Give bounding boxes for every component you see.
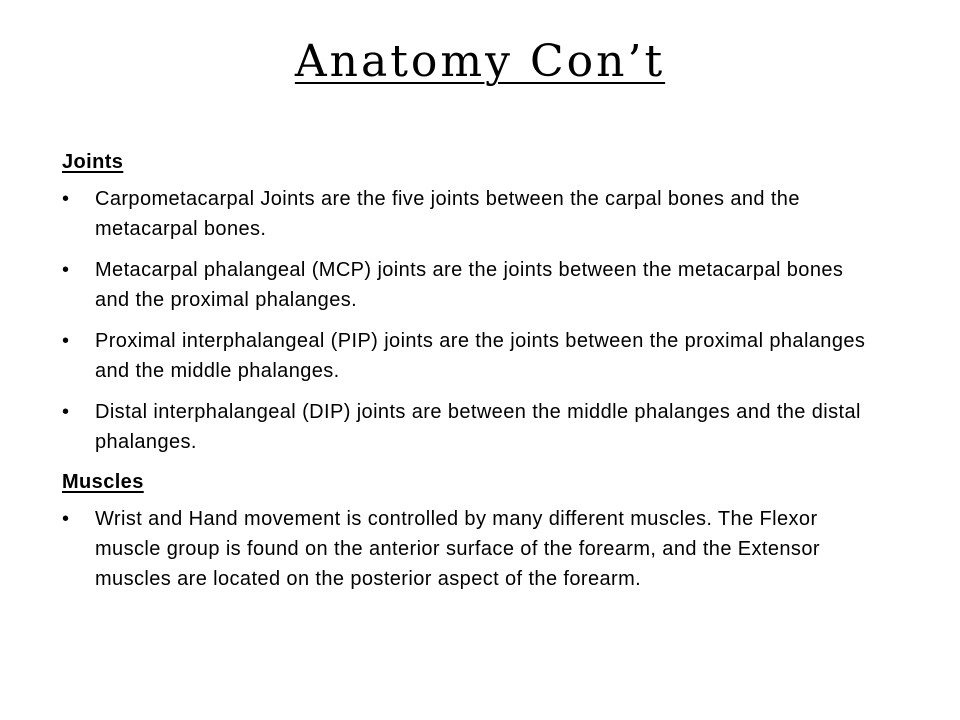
slide-body (62, 148, 882, 605)
slide-title (0, 30, 960, 94)
bullet-item: • Metacarpal phalangeal (MCP) joints are the joints between the metacarpal bones and the proximal phalanges. (62, 255, 882, 315)
bullet-item: • Proximal interphalangeal (PIP) joints are the joints between the proximal phalanges and the middle phalanges. (62, 326, 882, 386)
slide-title-text: Anatomy Con’t (294, 36, 666, 87)
bullet-item: • Wrist and Hand movement is controlled by many different muscles. The Flexor muscle group is found on the anterior surface of the forearm, and the Extensor muscles are located on the posterior aspect of the forearm. (62, 504, 882, 594)
muscles-bullet-list (62, 504, 882, 594)
section-heading-muscles: Muscles (62, 471, 144, 493)
joints-bullet-list (62, 184, 882, 457)
bullet-item: • Distal interphalangeal (DIP) joints are between the middle phalanges and the distal phalanges. (62, 397, 882, 457)
section-heading-joints: Joints (62, 151, 124, 173)
bullet-item: • Carpometacarpal Joints are the five joints between the carpal bones and the metacarpal bones. (62, 184, 882, 244)
